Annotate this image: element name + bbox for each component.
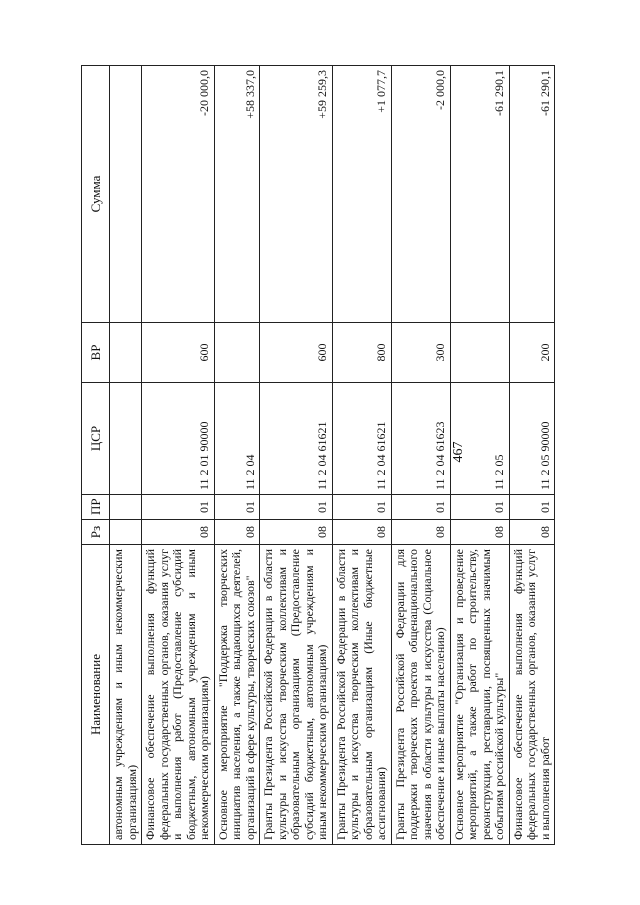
cell-csr: 11 2 04 (214, 383, 260, 495)
cell-name: Основное мероприятие "Поддержка творческих инициатив населения, а также выдающихся деятелей, организаций в сфере культуры, творческих союзов" (214, 545, 260, 845)
cell-pr: 01 (391, 495, 450, 520)
cell-sum: +1 077,7 (332, 66, 391, 323)
cell-pr: 01 (142, 495, 215, 520)
cell-pr: 01 (260, 495, 333, 520)
cell-sum (110, 66, 142, 323)
cell-vr: 600 (260, 323, 333, 383)
cell-name: Гранты Президента Российской Федерации в области культуры и искусства творческим коллективам и образовательным организациям (Иные бюджетные ассигнования) (332, 545, 391, 845)
cell-name: Финансовое обеспечение выполнения функций федеральных государственных органов, оказания услуг и выполнения работ (Предоставление субсидий бюджетным, автономным учреждениям и иным некоммерческим организациям) (142, 545, 215, 845)
cell-pr (110, 495, 142, 520)
cell-vr: 200 (509, 323, 555, 383)
cell-vr: 300 (391, 323, 450, 383)
cell-name: автономным учреждениям и иным некоммерческим организациям) (110, 545, 142, 845)
cell-name: Гранты Президента Российской Федерации для поддержки творческих проектов общенационального значения в области культуры и искусства (Социальное обеспечение и иные выплаты населению) (391, 545, 450, 845)
cell-csr: 11 2 04 61623 (391, 383, 450, 495)
cell-rz: 08 (391, 520, 450, 545)
table-header-row (82, 66, 110, 845)
cell-csr: 11 2 04 61621 (332, 383, 391, 495)
table-row (260, 66, 333, 845)
cell-name: Основное мероприятие "Организация и проведение мероприятий, а также работ по строительству, реконструкции, реставрации, посвященных значимым событиям российской культуры" (450, 545, 509, 845)
cell-rz: 08 (509, 520, 555, 545)
cell-name: Финансовое обеспечение выполнения функций федеральных государственных органов, оказания услуг и выполнения работ (509, 545, 555, 845)
cell-pr: 01 (509, 495, 555, 520)
cell-vr: 800 (332, 323, 391, 383)
cell-rz: 08 (260, 520, 333, 545)
cell-vr: 600 (142, 323, 215, 383)
table-row (509, 66, 555, 845)
cell-rz (110, 520, 142, 545)
cell-sum: -20 000,0 (142, 66, 215, 323)
table-row (142, 66, 215, 845)
table-row (214, 66, 260, 845)
table-row (110, 66, 142, 845)
header-csr: ЦСР (82, 383, 110, 495)
cell-csr: 11 2 04 61621 (260, 383, 333, 495)
cell-csr: 11 2 05 90000 (509, 383, 555, 495)
table-row (332, 66, 391, 845)
cell-sum: -61 290,1 (450, 66, 509, 323)
table-row (450, 66, 509, 845)
header-sum: Сумма (82, 66, 110, 323)
cell-csr: 11 2 01 90000 (142, 383, 215, 495)
header-vr: ВР (82, 323, 110, 383)
header-pr: ПР (82, 495, 110, 520)
cell-csr: 11 2 05 (450, 383, 509, 495)
header-name: Наименование (82, 545, 110, 845)
cell-rz: 08 (142, 520, 215, 545)
cell-pr: 01 (332, 495, 391, 520)
cell-vr (214, 323, 260, 383)
cell-pr: 01 (214, 495, 260, 520)
cell-sum: +58 337,0 (214, 66, 260, 323)
cell-vr (450, 323, 509, 383)
budget-table (81, 65, 555, 845)
cell-name: Гранты Президента Российской Федерации в области культуры и искусства творческим коллективам и образовательным организациям (Предоставление субсидий бюджетным, автономным учреждениям и иным некоммерческим организациям) (260, 545, 333, 845)
page-number: 467 (451, 441, 466, 463)
cell-sum: +59 259,3 (260, 66, 333, 323)
cell-sum: -2 000,0 (391, 66, 450, 323)
cell-rz: 08 (450, 520, 509, 545)
cell-pr: 01 (450, 495, 509, 520)
cell-vr (110, 323, 142, 383)
cell-rz: 08 (214, 520, 260, 545)
header-rz: Рз (82, 520, 110, 545)
rotated-page (81, 66, 573, 845)
cell-csr (110, 383, 142, 495)
table-row (391, 66, 450, 845)
cell-rz: 08 (332, 520, 391, 545)
cell-sum: -61 290,1 (509, 66, 555, 323)
